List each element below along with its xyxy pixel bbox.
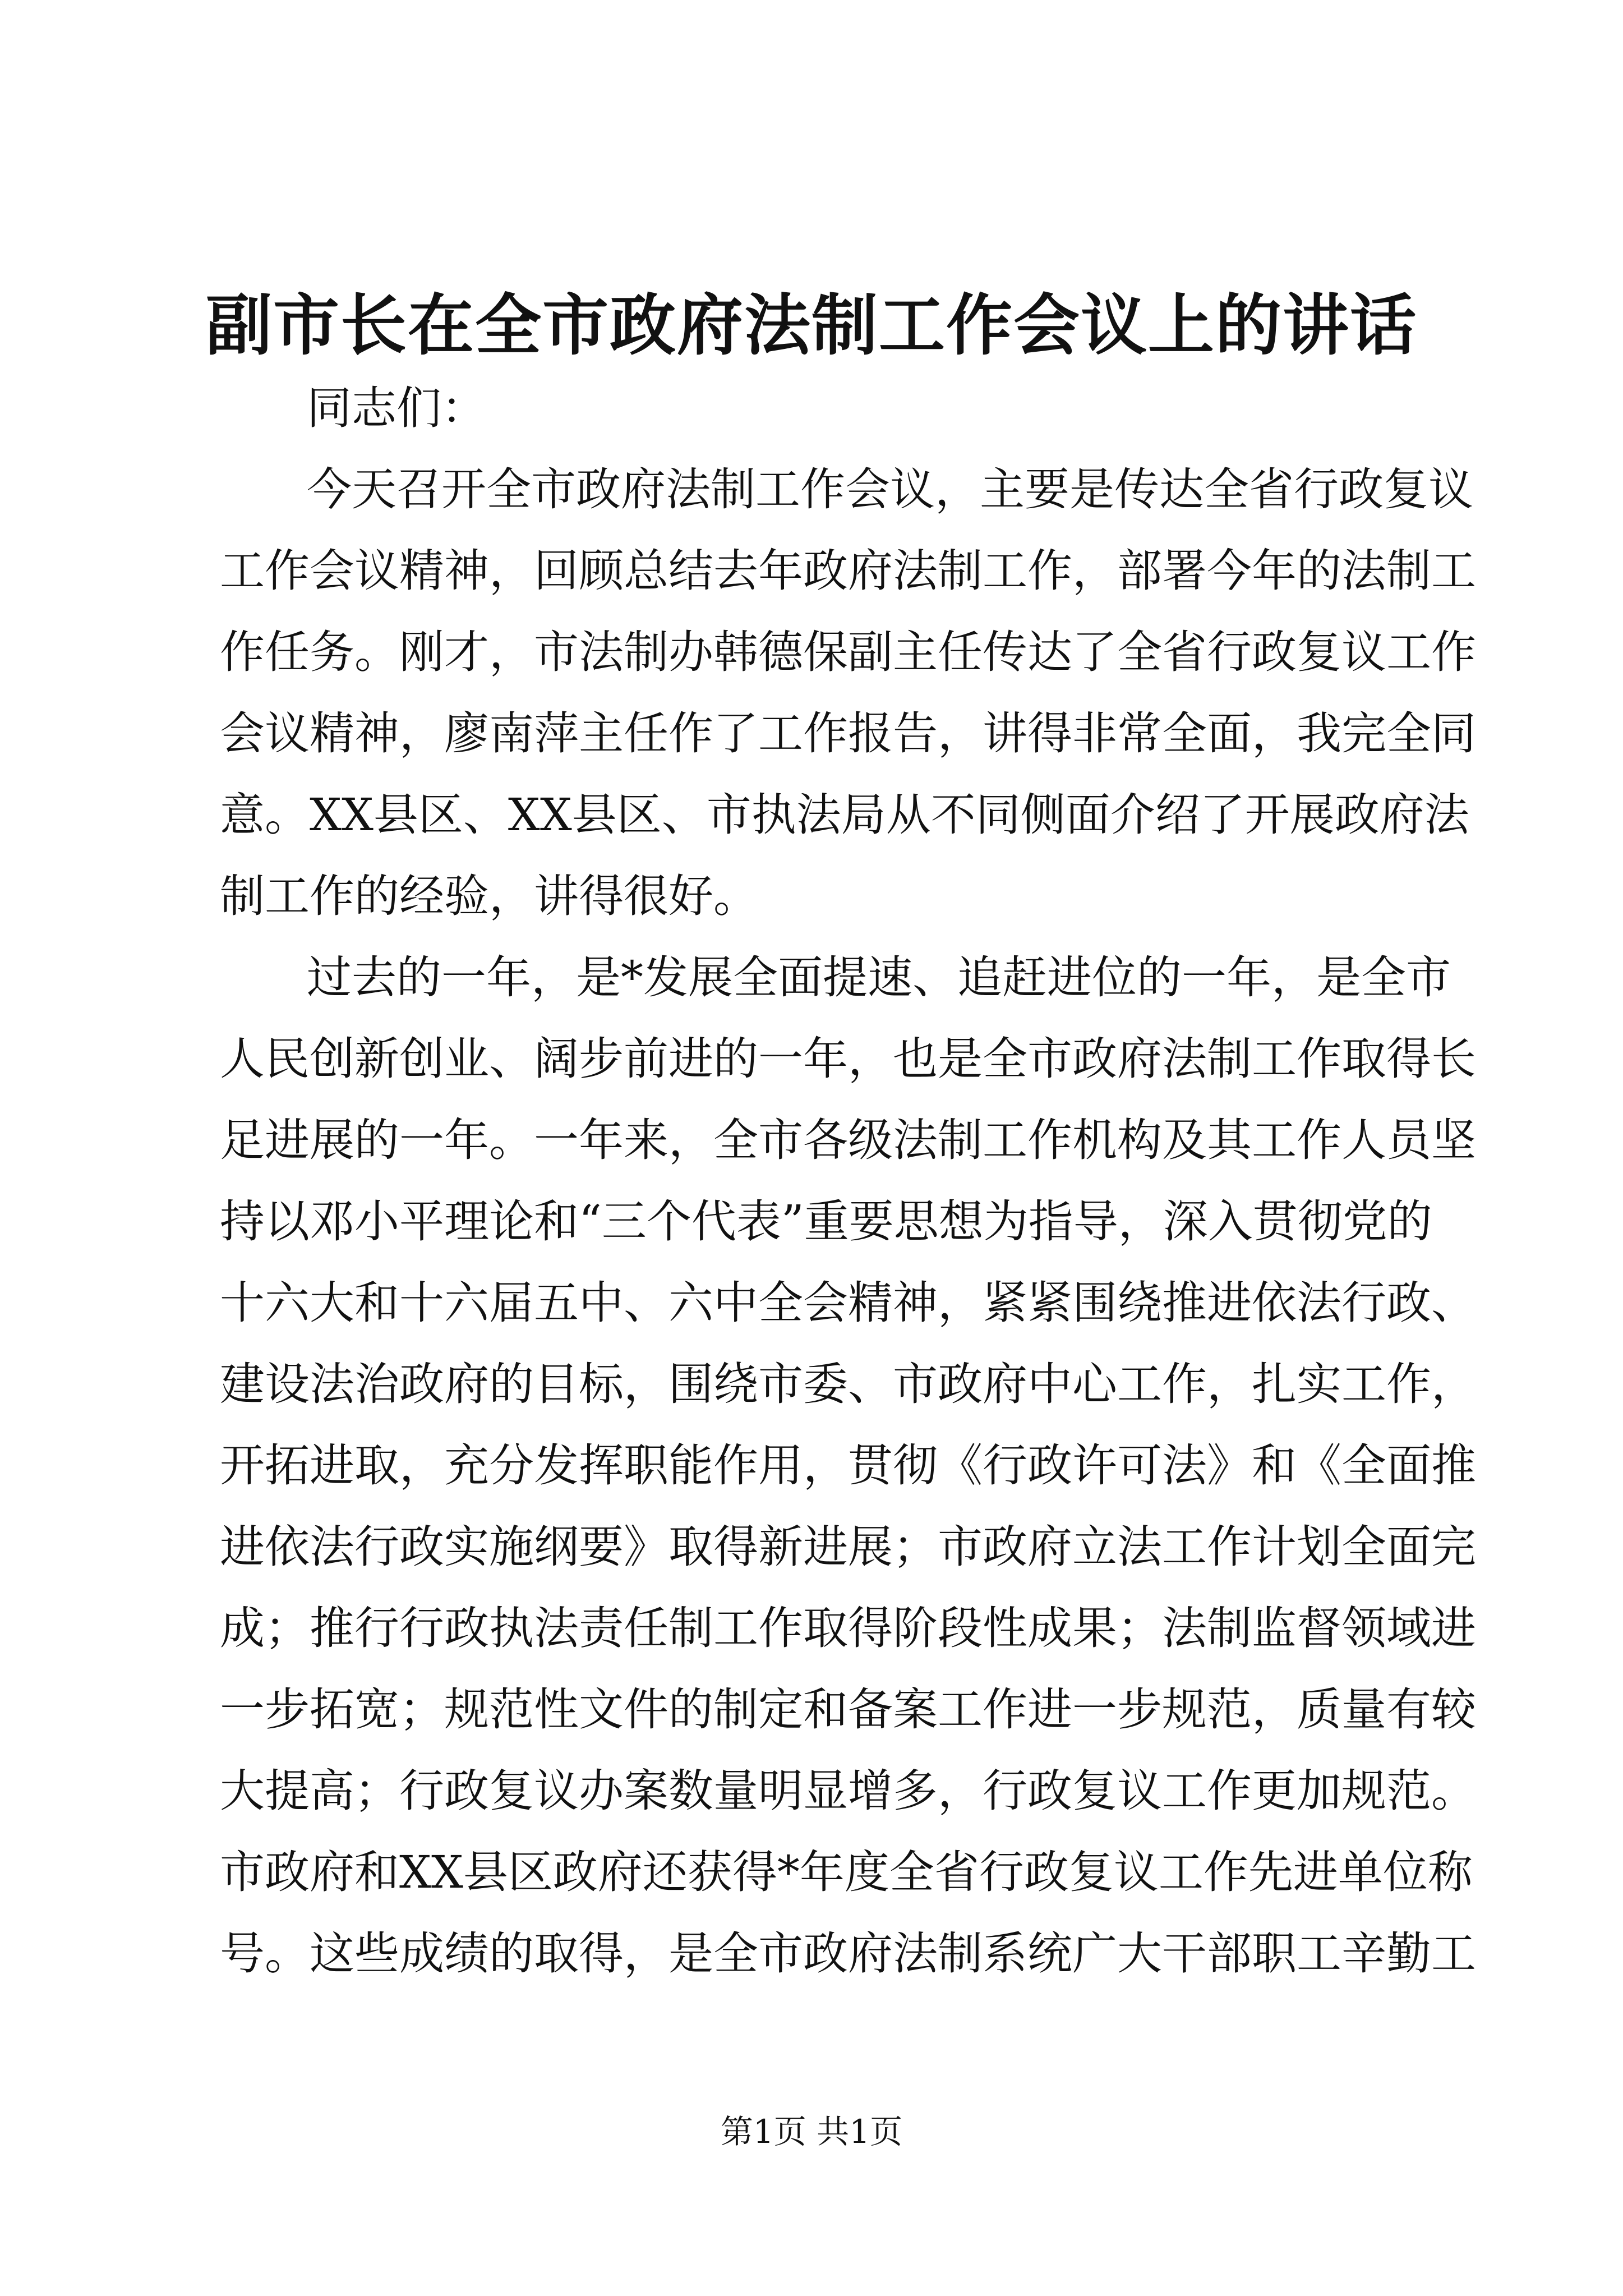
page-number-footer: 第1页 共1页 bbox=[720, 2113, 903, 2151]
paragraph-line: 制工作的经验，讲得很好。 bbox=[220, 870, 758, 922]
paragraph-line: 人民创新创业、阔步前进的一年，也是全市政府法制工作取得长 bbox=[220, 1033, 1476, 1085]
paragraph-line: 过去的一年，是*发展全面提速、追赶进位的一年，是全市 bbox=[307, 951, 1451, 1004]
paragraph-line: 开拓进取，充分发挥职能作用，贯彻《行政许可法》和《全面推 bbox=[220, 1439, 1476, 1492]
paragraph-line: 足进展的一年。一年来，全市各级法制工作机构及其工作人员坚 bbox=[220, 1114, 1476, 1166]
paragraph-line: 工作会议精神，回顾总结去年政府法制工作，部署今年的法制工 bbox=[220, 545, 1476, 597]
paragraph-line: 作任务。刚才，市法制办韩德保副主任传达了全省行政复议工作 bbox=[220, 626, 1476, 678]
paragraph-line: 建设法治政府的目标，围绕市委、市政府中心工作，扎实工作， bbox=[220, 1358, 1476, 1410]
salutation: 同志们： bbox=[307, 382, 486, 434]
paragraph-line: 会议精神，廖南萍主任作了工作报告，讲得非常全面，我完全同 bbox=[220, 707, 1476, 760]
document-body bbox=[220, 367, 1476, 1994]
paragraph-line: 意。XX县区、XX县区、市执法局从不同侧面介绍了开展政府法 bbox=[220, 789, 1469, 841]
paragraph-line: 号。这些成绩的取得，是全市政府法制系统广大干部职工辛勤工 bbox=[220, 1927, 1476, 1980]
paragraph-line: 一步拓宽；规范性文件的制定和备案工作进一步规范，质量有较 bbox=[220, 1683, 1476, 1736]
paragraph-line: 今天召开全市政府法制工作会议，主要是传达全省行政复议 bbox=[307, 463, 1473, 516]
paragraph-line: 进依法行政实施纲要》取得新进展；市政府立法工作计划全面完 bbox=[220, 1521, 1476, 1573]
paragraph-2 bbox=[220, 937, 1476, 1994]
document-title: 副市长在全市政府法制工作会议上的讲话 bbox=[205, 286, 1417, 364]
paragraph-line: 成；推行行政执法责任制工作取得阶段性成果；法制监督领域进 bbox=[220, 1602, 1476, 1654]
paragraph-1 bbox=[220, 449, 1476, 937]
paragraph-line: 持以邓小平理论和“三个代表”重要思想为指导，深入贯彻党的 bbox=[220, 1195, 1432, 1248]
paragraph-line: 市政府和XX县区政府还获得*年度全省行政复议工作先进单位称 bbox=[220, 1846, 1473, 1898]
paragraph-line: 十六大和十六届五中、六中全会精神，紧紧围绕推进依法行政、 bbox=[220, 1277, 1476, 1329]
paragraph-line: 大提高；行政复议办案数量明显增多，行政复议工作更加规范。 bbox=[220, 1765, 1476, 1817]
